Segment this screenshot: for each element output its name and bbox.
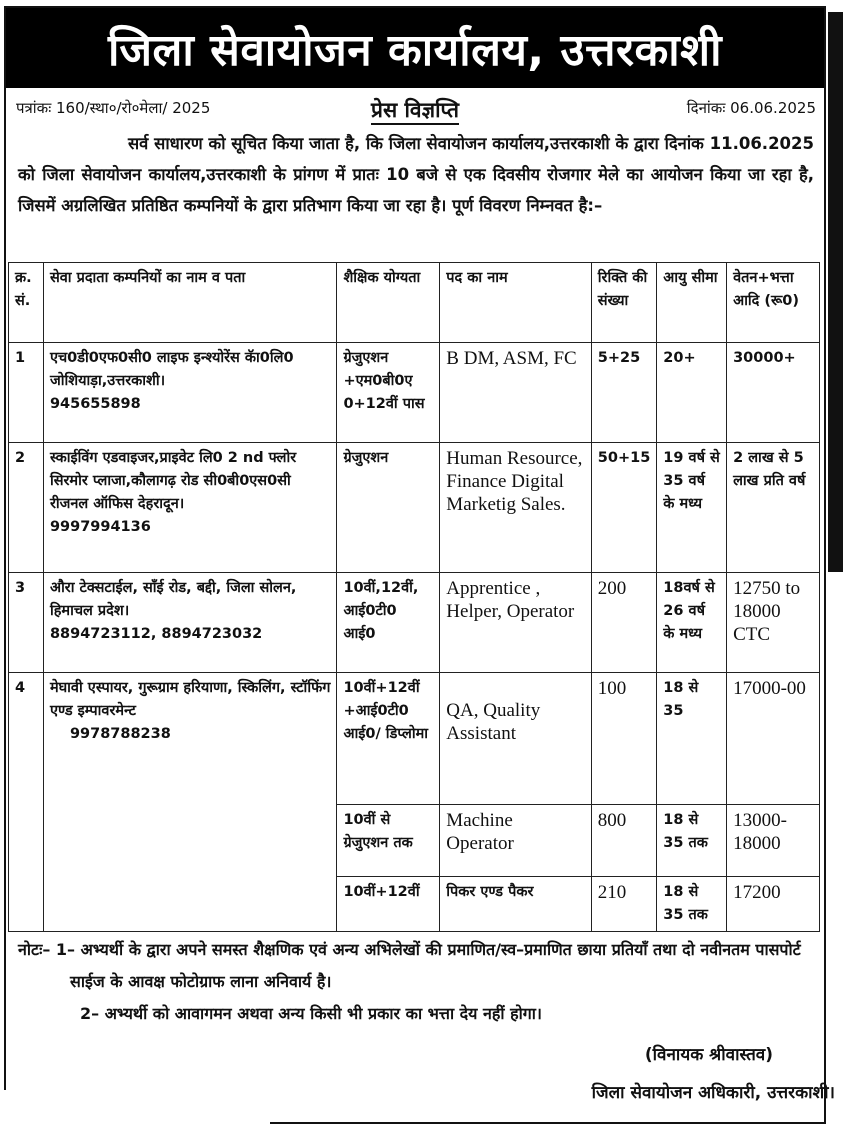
- row-vacancies: 200: [591, 573, 657, 673]
- row-age: 19 वर्ष से 35 वर्ष के मध्य: [657, 443, 727, 573]
- header-salary: वेतन+भत्ता आदि (रू0): [727, 263, 820, 343]
- scan-edge-shadow: [828, 12, 843, 572]
- row-salary: 17000-00: [727, 673, 820, 805]
- row-post: B DM, ASM, FC: [440, 343, 591, 443]
- row-salary: 12750 to 18000 CTC: [727, 573, 820, 673]
- row-post: Apprentice , Helper, Operator: [440, 573, 591, 673]
- notes-section: [10, 934, 835, 1030]
- row-company: [43, 573, 337, 673]
- row-sno: 4: [9, 673, 44, 932]
- document-heading: प्रेस विज्ञप्ति: [6, 96, 824, 124]
- row-company: [43, 443, 337, 573]
- note-2: 2– अभ्यर्थी को आवागमन अथवा अन्य किसी भी प्रकार का भत्ता देय नहीं होगा।: [80, 1004, 542, 1023]
- row-vacancies: 800: [591, 805, 657, 877]
- row-qualification: ग्रेजुएशन +एम0बी0ए 0+12वीं पास: [337, 343, 440, 443]
- row-qualification: 10वीं+12वीं: [337, 877, 440, 932]
- header-vacancies: रिक्ति की संख्या: [591, 263, 657, 343]
- row-post: QA, Quality Assistant: [440, 673, 591, 805]
- row-qualification: 10वीं से ग्रेजुएशन तक: [337, 805, 440, 877]
- table-row: [9, 673, 820, 805]
- company-name: औरा टेक्सटाईल, सॉंई रोड, बद्दी, जिला सोलन, हिमाचल प्रदेश।: [49, 580, 297, 619]
- document-date: दिनांकः 06.06.2025: [686, 99, 816, 117]
- row-salary: 2 लाख से 5 लाख प्रति वर्ष: [727, 443, 820, 573]
- row-post: Machine Operator: [440, 805, 591, 877]
- header-sno: क्र. सं.: [9, 263, 44, 343]
- office-title-banner: जिला सेवायोजन कार्यालय, उत्तरकाशी: [6, 8, 824, 88]
- signatory-designation: जिला सेवायोजन अधिकारी, उत्तरकाशी।: [591, 1083, 835, 1103]
- row-age: 18वर्ष से 26 वर्ष के मध्य: [657, 573, 727, 673]
- meta-row: [6, 88, 824, 128]
- row-qualification: ग्रेजुएशन: [337, 443, 440, 573]
- header-post: पद का नाम: [440, 263, 591, 343]
- row-salary: 30000+: [727, 343, 820, 443]
- header-company: सेवा प्रदाता कम्पनियों का नाम व पता: [43, 263, 337, 343]
- row-age: 18 से 35: [657, 673, 727, 805]
- company-phone: 8894723112, 8894723032: [49, 626, 263, 642]
- row-sno: 3: [9, 573, 44, 673]
- header-age: आयु सीमा: [657, 263, 727, 343]
- row-sno: 1: [9, 343, 44, 443]
- row-vacancies: 100: [591, 673, 657, 805]
- company-name: मेघावी एस्पायर, गुरूग्राम हरियाणा, स्किलिंग, स्टॉफिंग एण्ड इम्पावरमेन्ट: [49, 680, 331, 719]
- header-qualification: शैक्षिक योग्यता: [337, 263, 440, 343]
- reference-number: पत्रांकः 160/स्था०/रो०मेला/ 2025: [16, 99, 211, 117]
- row-sno: 2: [9, 443, 44, 573]
- company-phone: 9978788238: [69, 726, 171, 742]
- table-header-row: [9, 263, 820, 343]
- row-salary: 13000- 18000: [727, 805, 820, 877]
- intro-paragraph: सर्व साधारण को सूचित किया जाता है, कि जिला सेवायोजन कार्यालय,उत्तरकाशी के द्वारा दिनांक 11.06.2025 को जिला सेवायोजन कार्यालय,उत्तरकाशी के प्रांगण में प्रातः 10 बजे से एक दिवसीय रोजगार मेले का आयोजन किया जा रहा है, जिसमें अग्रलिखित प्रतिष्ठित कम्पनियों के द्वारा प्रतिभाग किया जा रहा है। पूर्ण विवरण निम्नवत है:–: [18, 134, 814, 215]
- company-name: एच0डी0एफ0सी0 लाइफ इन्श्योरेंस कॅा0लि0 जोशियाड़ा,उत्तरकाशी।: [49, 350, 294, 389]
- company-phone: 945655898: [49, 396, 141, 412]
- row-age: 18 से 35 तक: [657, 877, 727, 932]
- table-row: [9, 343, 820, 443]
- row-company: [43, 673, 337, 932]
- signatory-name: (विनायक श्रीवास्तव): [644, 1045, 773, 1065]
- row-vacancies: 50+15: [591, 443, 657, 573]
- row-vacancies: 5+25: [591, 343, 657, 443]
- row-post: पिकर एण्ड पैकर: [440, 877, 591, 932]
- row-age: 18 से 35 तक: [657, 805, 727, 877]
- row-qualification: 10वीं+12वीं +आई0टी0 आई0/ डिप्लोमा: [337, 673, 440, 805]
- company-name: स्काईविंग एडवाइजर,प्राइवेट लि0 2 nd फ्लोर सिरमोर प्लाजा,कौलागढ़ रोड सी0बी0एस0सी रीजनल ऑफिस देहरादून।: [49, 450, 297, 512]
- company-phone: 9997994136: [49, 519, 151, 535]
- row-post: Human Resource, Finance Digital Marketig Sales.: [440, 443, 591, 573]
- row-company: [43, 343, 337, 443]
- row-vacancies: 210: [591, 877, 657, 932]
- job-fair-table: [8, 262, 820, 932]
- table-row: [9, 573, 820, 673]
- row-salary: 17200: [727, 877, 820, 932]
- table-row: [9, 443, 820, 573]
- note-1: नोटः– 1– अभ्यर्थी के द्वारा अपने समस्त शैक्षणिक एवं अन्य अभिलेखों की प्रमाणित/स्व–प्रमाणित छाया प्रतियाँ तथा दो नवीनतम पासपोर्ट साईज के आवक्ष फोटोग्राफ लाना अनिवार्य है।: [18, 940, 801, 991]
- row-age: 20+: [657, 343, 727, 443]
- row-qualification: 10वीं,12वीं, आई0टी0 आई0: [337, 573, 440, 673]
- scan-blank-patch: [0, 1090, 270, 1131]
